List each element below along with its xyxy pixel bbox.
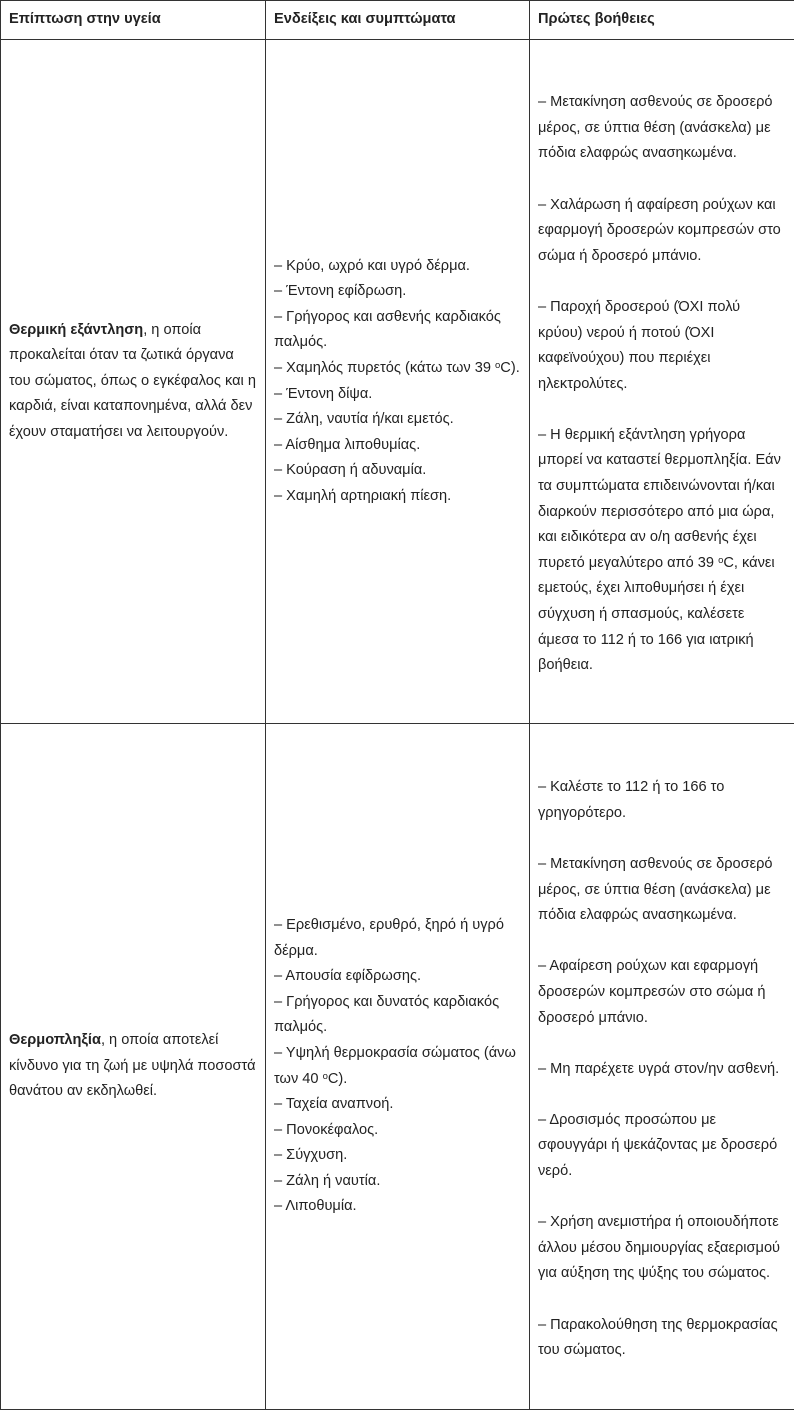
symptom-item: – Ερεθισμένο, ερυθρό, ξηρό ή υγρό δέρμα. [274,916,504,959]
symptom-item: – Χαμηλή αρτηριακή πίεση. [274,487,452,504]
first-aid-item: – Μετακίνηση ασθενούς σε δροσερό μέρος, σε ύπτια θέση (ανάσκελα) με πόδια ελαφρώς ανασηκωμένα. [538,855,773,924]
condition-term: Θερμοπληξία [9,1032,101,1049]
header-first-aid: Πρώτες βοήθειες [530,1,794,40]
condition-term: Θερμική εξάντληση [9,321,144,338]
table-row [1,724,794,1410]
first-aid-item: – Αφαίρεση ρούχων και εφαρμογή δροσερών κομπρεσών στο σώμα ή δροσερό μπάνιο. [538,958,766,1026]
first-aid-item: – Καλέστε το 112 ή το 166 το γρηγορότερο. [538,779,725,821]
symptom-item: – Έντονη δίψα. [274,385,373,402]
degree-symbol: o [718,554,724,566]
header-impact: Επίπτωση στην υγεία [1,1,266,40]
symptom-item: – Αίσθημα λιποθυμίας. [274,436,421,453]
symptom-item: – Έντονη εφίδρωση. [274,283,407,300]
condition-description: , η οποία προκαλείται όταν τα ζωτικά όργανα του σώματος, όπως ο εγκέφαλος και η καρδιά, είναι καταπονημένα, αλλά δεν έχουν σταματήσει να λειτουργούν. [9,321,256,440]
first-aid-item: – Μη παρέχετε υγρά στον/ην ασθενή. [538,1060,780,1077]
first-aid-item: – Δροσισμός προσώπου με σφουγγάρι ή ψεκάζοντας με δροσερό νερό. [538,1111,778,1180]
condition-description: , η οποία αποτελεί κίνδυνο για τη ζωή με υψηλά ποσοστά θανάτου αν εκδηλωθεί. [9,1032,256,1100]
first-aid-cell [530,40,794,724]
symptom-item: – Γρήγορος και δυνατός καρδιακός παλμός. [274,993,500,1036]
first-aid-cell [530,724,794,1410]
header-symptoms: Ενδείξεις και συμπτώματα [266,1,530,40]
first-aid-warning-tail: C, κάνει εμετούς, έχει λιποθυμήσει ή έχει σύγχυση ή σπασμούς, καλέσετε άμεσα το 112 ή το 166 για ιατρική βοήθεια. [538,554,775,674]
first-aid-item: – Μετακίνηση ασθενούς σε δροσερό μέρος, σε ύπτια θέση (ανάσκελα) με πόδια ελαφρώς ανασηκωμένα. [538,94,773,162]
symptom-item: – Απουσία εφίδρωσης. [274,968,422,985]
symptom-item-temperature [274,356,523,382]
degree-symbol: o [495,359,501,371]
condition-cell [1,40,266,724]
symptom-item: – Λιποθυμία. [274,1198,357,1215]
symptoms-cell [266,724,530,1410]
symptom-temperature-text: – Υψηλή θερμοκρασία σώματος (άνω των 40 [274,1044,516,1087]
first-aid-warning-text: – Η θερμική εξάντληση γρήγορα μπορεί να καταστεί θερμοπληξία. Εάν τα συμπτώματα επιδεινώνονται ή/και διαρκούν περισσότερο από μια ώρα, και ειδικότερα αν ο/η ασθενής έχει πυρετό μεγαλύτερο από 39 [538,426,781,571]
table-row [1,40,794,724]
header-row [1,1,794,40]
symptom-item: – Πονοκέφαλος. [274,1121,379,1138]
first-aid-item-warning [538,423,785,679]
degree-unit: C). [327,1070,348,1087]
first-aid-item: – Παρακολούθηση της θερμοκρασίας του σώματος. [538,1316,778,1359]
degree-unit: C). [500,359,520,376]
symptom-item: – Σύγχυση. [274,1147,348,1164]
symptom-temperature-text: – Χαμηλός πυρετός (κάτω των 39 [274,359,495,376]
first-aid-item: – Χρήση ανεμιστήρα ή οποιουδήποτε άλλου μέσου δημιουργίας εξαερισμού για αύξηση της ψύξης του σώματος. [538,1214,781,1282]
symptom-item: – Κούραση ή αδυναμία. [274,462,427,479]
first-aid-item: – Χαλάρωση ή αφαίρεση ρούχων και εφαρμογή δροσερών κομπρεσών στο σώμα ή δροσερό μπάνιο. [538,196,781,264]
first-aid-item: – Παροχή δροσερού (ΌΧΙ πολύ κρύου) νερού ή ποτού (ΌΧΙ καφεϊνούχου) που περιέχει ηλεκτρολύτες. [538,298,741,392]
symptom-item: – Ζάλη ή ναυτία. [274,1172,381,1189]
symptom-item: – Γρήγορος και ασθενής καρδιακός παλμός. [274,308,501,351]
degree-symbol: o [322,1070,328,1082]
symptoms-cell [266,40,530,724]
symptom-item: – Ζάλη, ναυτία ή/και εμετός. [274,411,454,428]
symptom-item: – Ταχεία αναπνοή. [274,1096,394,1113]
symptom-item-temperature [274,1041,523,1092]
symptom-item: – Κρύο, ωχρό και υγρό δέρμα. [274,257,470,274]
condition-cell [1,724,266,1410]
